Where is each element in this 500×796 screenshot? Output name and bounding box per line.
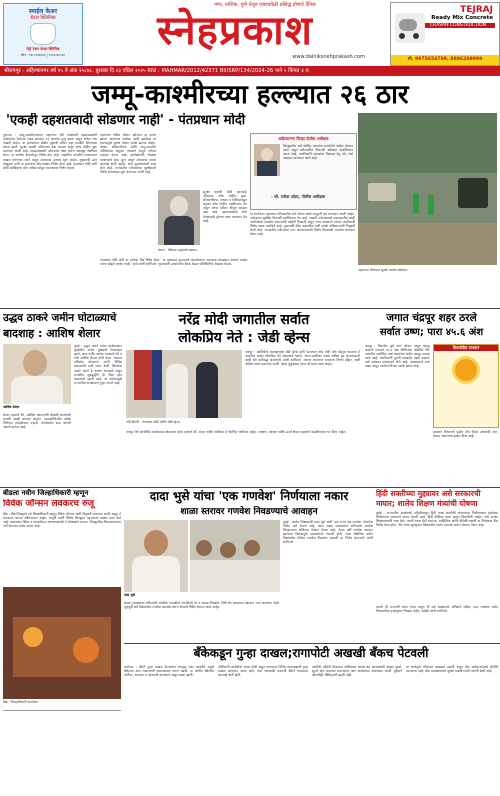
ad-right-product: Ready Mix Concrete	[431, 15, 493, 21]
officer-caption: - श्री. राकेश ओला, पोलीस अधीक्षक	[271, 194, 326, 199]
modi-photo	[158, 190, 200, 245]
masthead-title: स्नेहप्रकाश	[157, 8, 313, 54]
main-headline[interactable]: जम्मू-काश्मीरच्या हल्ल्यात २६ ठार	[91, 80, 409, 110]
bhuse-photo	[124, 520, 188, 592]
bottom-left-filler	[3, 710, 121, 791]
ad-right-brand: TEJRAJ	[460, 5, 493, 15]
issue-info-text: श्रीरामपूर - अहिल्यानगर वर्ष १५ वे अंक २५८७८, बुधवार दि.२३ एप्रिल २०२५ RNI : MAHMAR/2012/42371 BII/SRP/134/2024-26 पाने ५ किंमत ३ रु.	[4, 68, 311, 74]
students-photo	[190, 520, 280, 592]
article1-box-col: सुरक्षा दलांची मोठी कारवाई; परिसरात शोध मोहीम सुरू. सीआरपीएफ, लष्कर व पोलिसांकडून संयुक्त शोध मोहीम राबविण्यात येत असून जंगल परिसर पिंजून काढला जात आहे. दहशतवाद्यांचा शोध घेण्यासाठी ड्रोनचा वापर करण्यात येत आहे.	[203, 190, 247, 223]
officer-title: अहिल्यानगर जिल्हा पोलीस अधीक्षक	[278, 136, 329, 141]
masthead	[85, 2, 385, 64]
pahalgam-photo-caption: पहलगाम परिसरात सुरक्षा दलांचा बंदोबस्त.	[358, 268, 409, 272]
tooth-icon	[30, 23, 56, 45]
hindi-headline-1[interactable]: हिंदी सक्तीच्या मुद्द्यावर असे सरकारची	[376, 489, 481, 498]
bank-text1: कर्नाटक : बँकेने गुन्हा दाखल केल्याच्या रागातून एका व्यक्तीने संपूर्ण बँकेलाच आग लावल्याची धक्कादायक घटना घडली. या आगीत बँकेतील फर्निचर, संगणक व महत्त्वाची कागदपत्रे जळून खाक झाली.	[124, 665, 214, 678]
vivek-text: बीड : बीड जिल्ह्याचे नवे जिल्हाधिकारी म्हणून विवेक जॉन्सन यांची नियुक्ती करण्यात आली असून ते लवकरच पदभार स्वीकारणार आहेत. यापूर्वी त्यांनी विविध जिल्ह्यांत महत्त्वाच्या पदांवर काम केले आहे. प्रशासनात शिस्त व पारदर्शकता आणण्यासाठी ते ओळखले जातात. जिल्ह्यातील विकासकामांना गती देण्याचा त्यांचा मानस आहे.	[3, 512, 121, 529]
issue-info-bar	[0, 66, 500, 76]
sun-icon	[455, 359, 477, 381]
collector-office-photo	[3, 587, 121, 699]
chandrapur-headline-2[interactable]: सर्वात उष्ण; पारा ४५.६ अंश	[379, 327, 484, 338]
masthead-tagline: नगर, नाशिक, पुणे येथून एकाचवेळी प्रसिद्ध होणारे दैनिक	[214, 2, 316, 8]
vance-caption: नवी दिल्ली : पंतप्रधान मोदी आणि जेडी व्हेन्स.	[126, 420, 181, 424]
ad-left-subtitle: डेंटल क्लिनिक	[30, 15, 56, 21]
ad-right-phone: मो. 9975654789, 8806208999	[391, 55, 499, 65]
divider-1	[0, 308, 500, 309]
ad-left[interactable]	[3, 3, 83, 65]
ad-left-line2: फोन : ९२८९१२७५४१ | ९५६२२७००३०	[20, 53, 66, 57]
divider-2	[0, 487, 500, 488]
ad-left-line1: मेट्रो टेस्टर केअर क्लिनिक	[26, 47, 60, 51]
bank-text4: या घटनेमुळे परिसरात खळबळ उडाली असून बँक कर्मचाऱ्यांमध्ये भीतीचे वातावरण आहे. बँक व्यवस्थापनाने सुरक्षा वाढविण्याची मागणी केली आहे.	[406, 665, 498, 674]
uddhav-headline-1[interactable]: उद्धव ठाकरे जमीन घोटाळ्याचे	[3, 312, 117, 324]
uddhav-headline-2[interactable]: बादशाह : आशिष शेलार	[3, 327, 101, 340]
chandrapur-text2: हवामान विभागाने पुढील तीन दिवस उष्णतेची लाट कायम राहण्याचा इशारा दिला आहे.	[433, 430, 497, 439]
uddhav-text2: शेलार म्हणाले की, संबंधित प्रकरणांची चौकशी करण्याची मागणी आम्ही करणार आहोत. महापालिकेतील अनेक निर्णयांत पारदर्शकता नव्हती. जनतेसमोर सत्य आणणे आमचे कर्तव्य आहे.	[3, 413, 71, 430]
article1-col2: पहलगाम येथील बैसरन खोऱ्यात हा हल्ला झाला. अमरनाथ यात्रेच्या आधी झालेल्या या हल्ल्यामुळे सुरक्षा यंत्रणा सतर्क झाल्या आहेत. लष्कर, सीआरपीएफ आणि जम्मू-काश्मीर पोलिसांच्या संयुक्त पथकाने संपूर्ण परिसर ताब्यात घेतला आहे. हल्लेखोरांची ओळख पटवण्याचे काम सुरू असून त्यांच्यावर कठोर कारवाई केली जाईल, असे गृहमंत्रालयाने स्पष्ट केले आहे. राज्यातील पर्यटकांच्या सुरक्षेसाठी विशेष हेल्पलाइन सुरू करण्यात आली आहे.	[100, 133, 156, 174]
hindi-headline-2[interactable]: माघार; शालेय शिक्षण मंत्र्यांची घोषणा	[376, 499, 478, 508]
vance-text: जयपूर : अमेरिकेचे उपराष्ट्राध्यक्ष जेडी व्हेन्स यांनी पंतप्रधान नरेंद्र मोदी यांचे कौतुक करताना ते जगातील सर्वात लोकप्रिय नेते असल्याचे म्हटले. भारत-अमेरिका संबंध अधिक दृढ करण्यासाठी दोन्ही देश कटिबद्ध असल्याचे त्यांनी सांगितले. व्यापार करारावर लवकरच निर्णय होईल, अशी अपेक्षा व्यक्त करण्यात आली. व्हेन्स कुटुंबासह भारत दौऱ्यावर आले आहेत.	[245, 350, 360, 367]
uddhav-text: मुंबई : उद्धव ठाकरे यांच्या कार्यकाळात मुंबईतील अनेक भूखंडांचे गैरव्यवहार झाले, असा गंभीर आरोप भाजपचे नेते व मंत्री आशिष शेलार यांनी केला. पत्रकार परिषदेत बोलताना त्यांनी विविध प्रकरणांची यादी सादर केली. शिवसेना ठाकरे गटाने हे आरोप फेटाळले असून राजकीय सूडबुद्धीने ही टीका होत असल्याचे म्हटले आहे. या आरोपांमुळे राज्यातील राजकारण पुन्हा तापले आहे.	[74, 344, 122, 385]
ganvesh-headline[interactable]: दादा भुसे यांचा 'एक गणवेश' निर्णयाला नकार	[149, 489, 349, 503]
chandrapur-table	[433, 344, 499, 428]
chandrapur-table-title: विदर्भातील तापमान	[434, 345, 498, 351]
article1-col1: पुलगाव : जम्मू-काश्मीरमधल्या पहलगाम येथे मंगळवारी दहशतवाद्यांनी पर्यटकांवर केलेल्या भ्याड हल्ल्यात २६ जणांचा मृत्यू झाला असून अनेक जण जखमी आहेत. या हल्ल्यानंतर केंद्रीय गृहमंत्री अमित शहा तातडीने श्रीनगरला रवाना झाले. सुरक्षा दलांनी परिसराला वेढा घातला असून शोध मोहीम सुरू करण्यात आली आहे. दहशतवाद्यांनी पर्यटकांना लक्ष्य करून अंधाधुंद गोळीबार केला. या घटनेचा देशभरातून निषेध होत आहे. जखमींना तातडीने रुग्णालयात दाखल करण्यात आले असून त्यांच्यावर उपचार सुरू आहेत. मुख्यमंत्री उमर अब्दुल्ला यांनी या हल्ल्याचा तीव्र शब्दांत निषेध केला आहे. पंतप्रधान मोदी यांनी सौदी अरेबियाचा दौरा अर्धवट सोडून परतण्याचा निर्णय घेतला.	[3, 133, 97, 170]
ganvesh-text2: शाळा व्यवस्थापन समित्यांनी स्थानिक पातळीवर गणवेशाचे रंग व कापड निवडावे. निधी थेट शाळांच्या खात्यात जमा करण्यात येईल. जूनपूर्वी सर्व विद्यार्थ्यांना गणवेश उपलब्ध करून देण्याचे निर्देश देण्यात आले आहेत.	[124, 601, 280, 610]
vance-text2: जयपूर येथे आयोजित कार्यक्रमात बोलताना व्हेन्स म्हणाले की, भारत आणि अमेरिका हे नैसर्गिक भागीदार आहेत. संरक्षण, तंत्रज्ञान आणि ऊर्जा क्षेत्रात सहकार्य वाढविण्यावर भर दिला जाईल.	[126, 430, 347, 434]
officer-text: जिल्ह्यातील सर्व पोलीस ठाण्यांना सतर्कतेचे आदेश देण्यात आले असून संवेदनशील ठिकाणी बंदोबस्त वाढविण्यात आला आहे. नागरिकांनी अफवांवर विश्वास ठेवू नये, असे आवाहन करण्यात आले आहे.	[283, 144, 353, 161]
chandrapur-headline-1[interactable]: जगात चंद्रपूर शहर ठरले	[386, 312, 477, 324]
ganvesh-subhead: शाळा स्तरावर गणवेश निवडण्याचे आवाहन	[180, 507, 318, 517]
vance-headline-1[interactable]: नरेंद्र मोदी जगातील सर्वात	[178, 312, 310, 328]
shelar-caption: आशिष शेलार	[3, 405, 20, 409]
bank-text3: आगीची माहिती मिळताच अग्निशमन दलाचे बंब घटनास्थळी दाखल झाले. सुमारे दोन तासांच्या प्रयत्नानंतर आग आटोक्यात आणण्यात आली. सुदैवाने कोणतीही जीवितहानी झाली नाही.	[312, 665, 402, 678]
officer-box	[250, 133, 357, 210]
hindi-text2: मराठी ही राज्याची प्रथम भाषा असून ती सर्व शाळांमध्ये अनिवार्य राहील. इतर भाषांचा पर्याय विद्यार्थ्यांच्या इच्छेनुसार निवडता येईल, असेही त्यांनी सांगितले.	[376, 605, 498, 614]
divider-3	[124, 643, 500, 644]
vance-headline-2[interactable]: लोकप्रिय नेते : जेडी व्हेन्स	[178, 330, 310, 346]
main-subhead: 'एकही दहशतवादी सोडणार नाही' - पंतप्रधान मोदी	[6, 113, 246, 128]
vivek-kicker: बीडला नवीन जिल्हाधिकारी म्हणून	[3, 489, 89, 497]
vivek-headline[interactable]: विवेक जॉन्सन लवकरच रुजू	[3, 499, 95, 509]
bhuse-caption: दादा भुसे	[124, 593, 135, 597]
modi-vance-photo	[126, 350, 242, 418]
article1-right-text: या घटनेनंतर पहलगाम परिसरातील सर्व पर्यटन स्थळे तात्पुरती बंद करण्यात आली आहेत. पर्यटकांना सुरक्षित ठिकाणी हलविण्यात येत आहे. जखमी पर्यटकांमध्ये महाराष्ट्रातील काही नागरिकांचा समावेश असल्याची माहिती मिळाली असून राज्य सरकारने त्यांच्या मदतीसाठी विशेष पथक पाठविले आहे. मुख्यमंत्री देवेंद्र फडणवीस यांनी संपर्क अधिकाऱ्यांची नियुक्ती केली आहे. राज्यातील पर्यटकांना परत आणण्यासाठी विशेष विमानाची व्यवस्था करण्यात येणार आहे.	[250, 212, 355, 237]
ad-right[interactable]	[390, 2, 500, 66]
ad-right-by: CHAVAN CONSTRUCTION	[421, 23, 495, 28]
officer-photo	[254, 144, 280, 176]
pahalgam-photo	[358, 113, 497, 265]
ad-left-title: स्माईल केअर	[28, 8, 58, 15]
article1-col3: पंतप्रधान मोदी यांनी या घटनेचा तीव्र निषेध केला. 'या घृणास्पद कृत्यामागे असलेल्यांना न्यायाच्या कठड्यात आणले जाईल. त्यांना सोडले जाणार नाही,' असे त्यांनी सांगितले. गृहमंत्र्यांनी उच्चस्तरीय बैठक घेऊन परिस्थितीचा आढावा घेतला.	[100, 258, 248, 267]
chandrapur-text: चंद्रपूर : विदर्भात सूर्य आग ओकत असून चंद्रपूर शहराचे तापमान ४५.६ अंश सेल्सिअस नोंदविले गेले. जगातील सर्वाधिक उष्ण शहरांच्या यादीत चंद्रपूर अव्वल ठरले आहे. नागरिकांनी दुपारी घराबाहेर पडणे टाळावे, असे आवाहन प्रशासनाने केले आहे. उष्माघाताचे रुग्ण वाढत असून आरोग्य विभाग सतर्क झाला आहे.	[365, 344, 430, 369]
masthead-website[interactable]: www.dainiksnehprakash.com	[292, 54, 365, 60]
shelar-photo	[3, 344, 71, 404]
hindi-text: मुंबई : राज्यातील शाळांमध्ये पहिलीपासून हिंदी भाषा सक्तीची करण्याच्या निर्णयावरून झालेल्या विरोधानंतर सरकारने माघार घेतली आहे. हिंदी ऐच्छिक भाषा म्हणून शिकविली जाईल, असे शालेय शिक्षणमंत्र्यांनी स्पष्ट केले. मराठी भाषा प्रेमी संघटना, साहित्यिक आणि विरोधी पक्षांनी या निर्णयाचा तीव्र विरोध केला होता. तीन भाषा सूत्रानुसार विद्यार्थ्यांना पर्याय उपलब्ध करून देण्यात येणार आहे.	[376, 511, 498, 528]
vivek-caption: बीड : जिल्हाधिकारी कार्यालय	[3, 700, 38, 704]
bank-headline[interactable]: बॅंकेकडून गुन्हा दाखल;रागापोटी अखखी बँकच पेटवली	[193, 646, 429, 660]
concrete-truck-icon	[395, 13, 425, 43]
ganvesh-text: मुंबई : शालेय शिक्षणमंत्री दादा भुसे यांनी 'एक राज्य एक गणवेश' योजनेचा निर्णय मागे घेतला आहे. आता शाळा व्यवस्थापन समित्यांना गणवेश निवडण्याचा अधिकार देण्यात येणार आहे. गेल्या वर्षी गणवेश वाटपात झालेल्या विलंबामुळे पालकांमध्ये नाराजी होती. नव्या शैक्षणिक वर्षात विद्यार्थ्यांना वेळेवर गणवेश मिळावेत यासाठी हा निर्णय घेतल्याचे त्यांनी सांगितले.	[283, 520, 373, 545]
bank-text2: पोलिसांनी आरोपीला अटक केली असून त्याच्यावर विविध कलमांखाली गुन्हा दाखल करण्यात आला आहे. कर्ज थकबाकी प्रकरणी बँकेने त्याच्यावर कारवाई केली होती.	[218, 665, 308, 678]
article1-caption: श्रीनगर : पीडितांना श्रद्धांजली वाहताना.	[158, 248, 198, 252]
